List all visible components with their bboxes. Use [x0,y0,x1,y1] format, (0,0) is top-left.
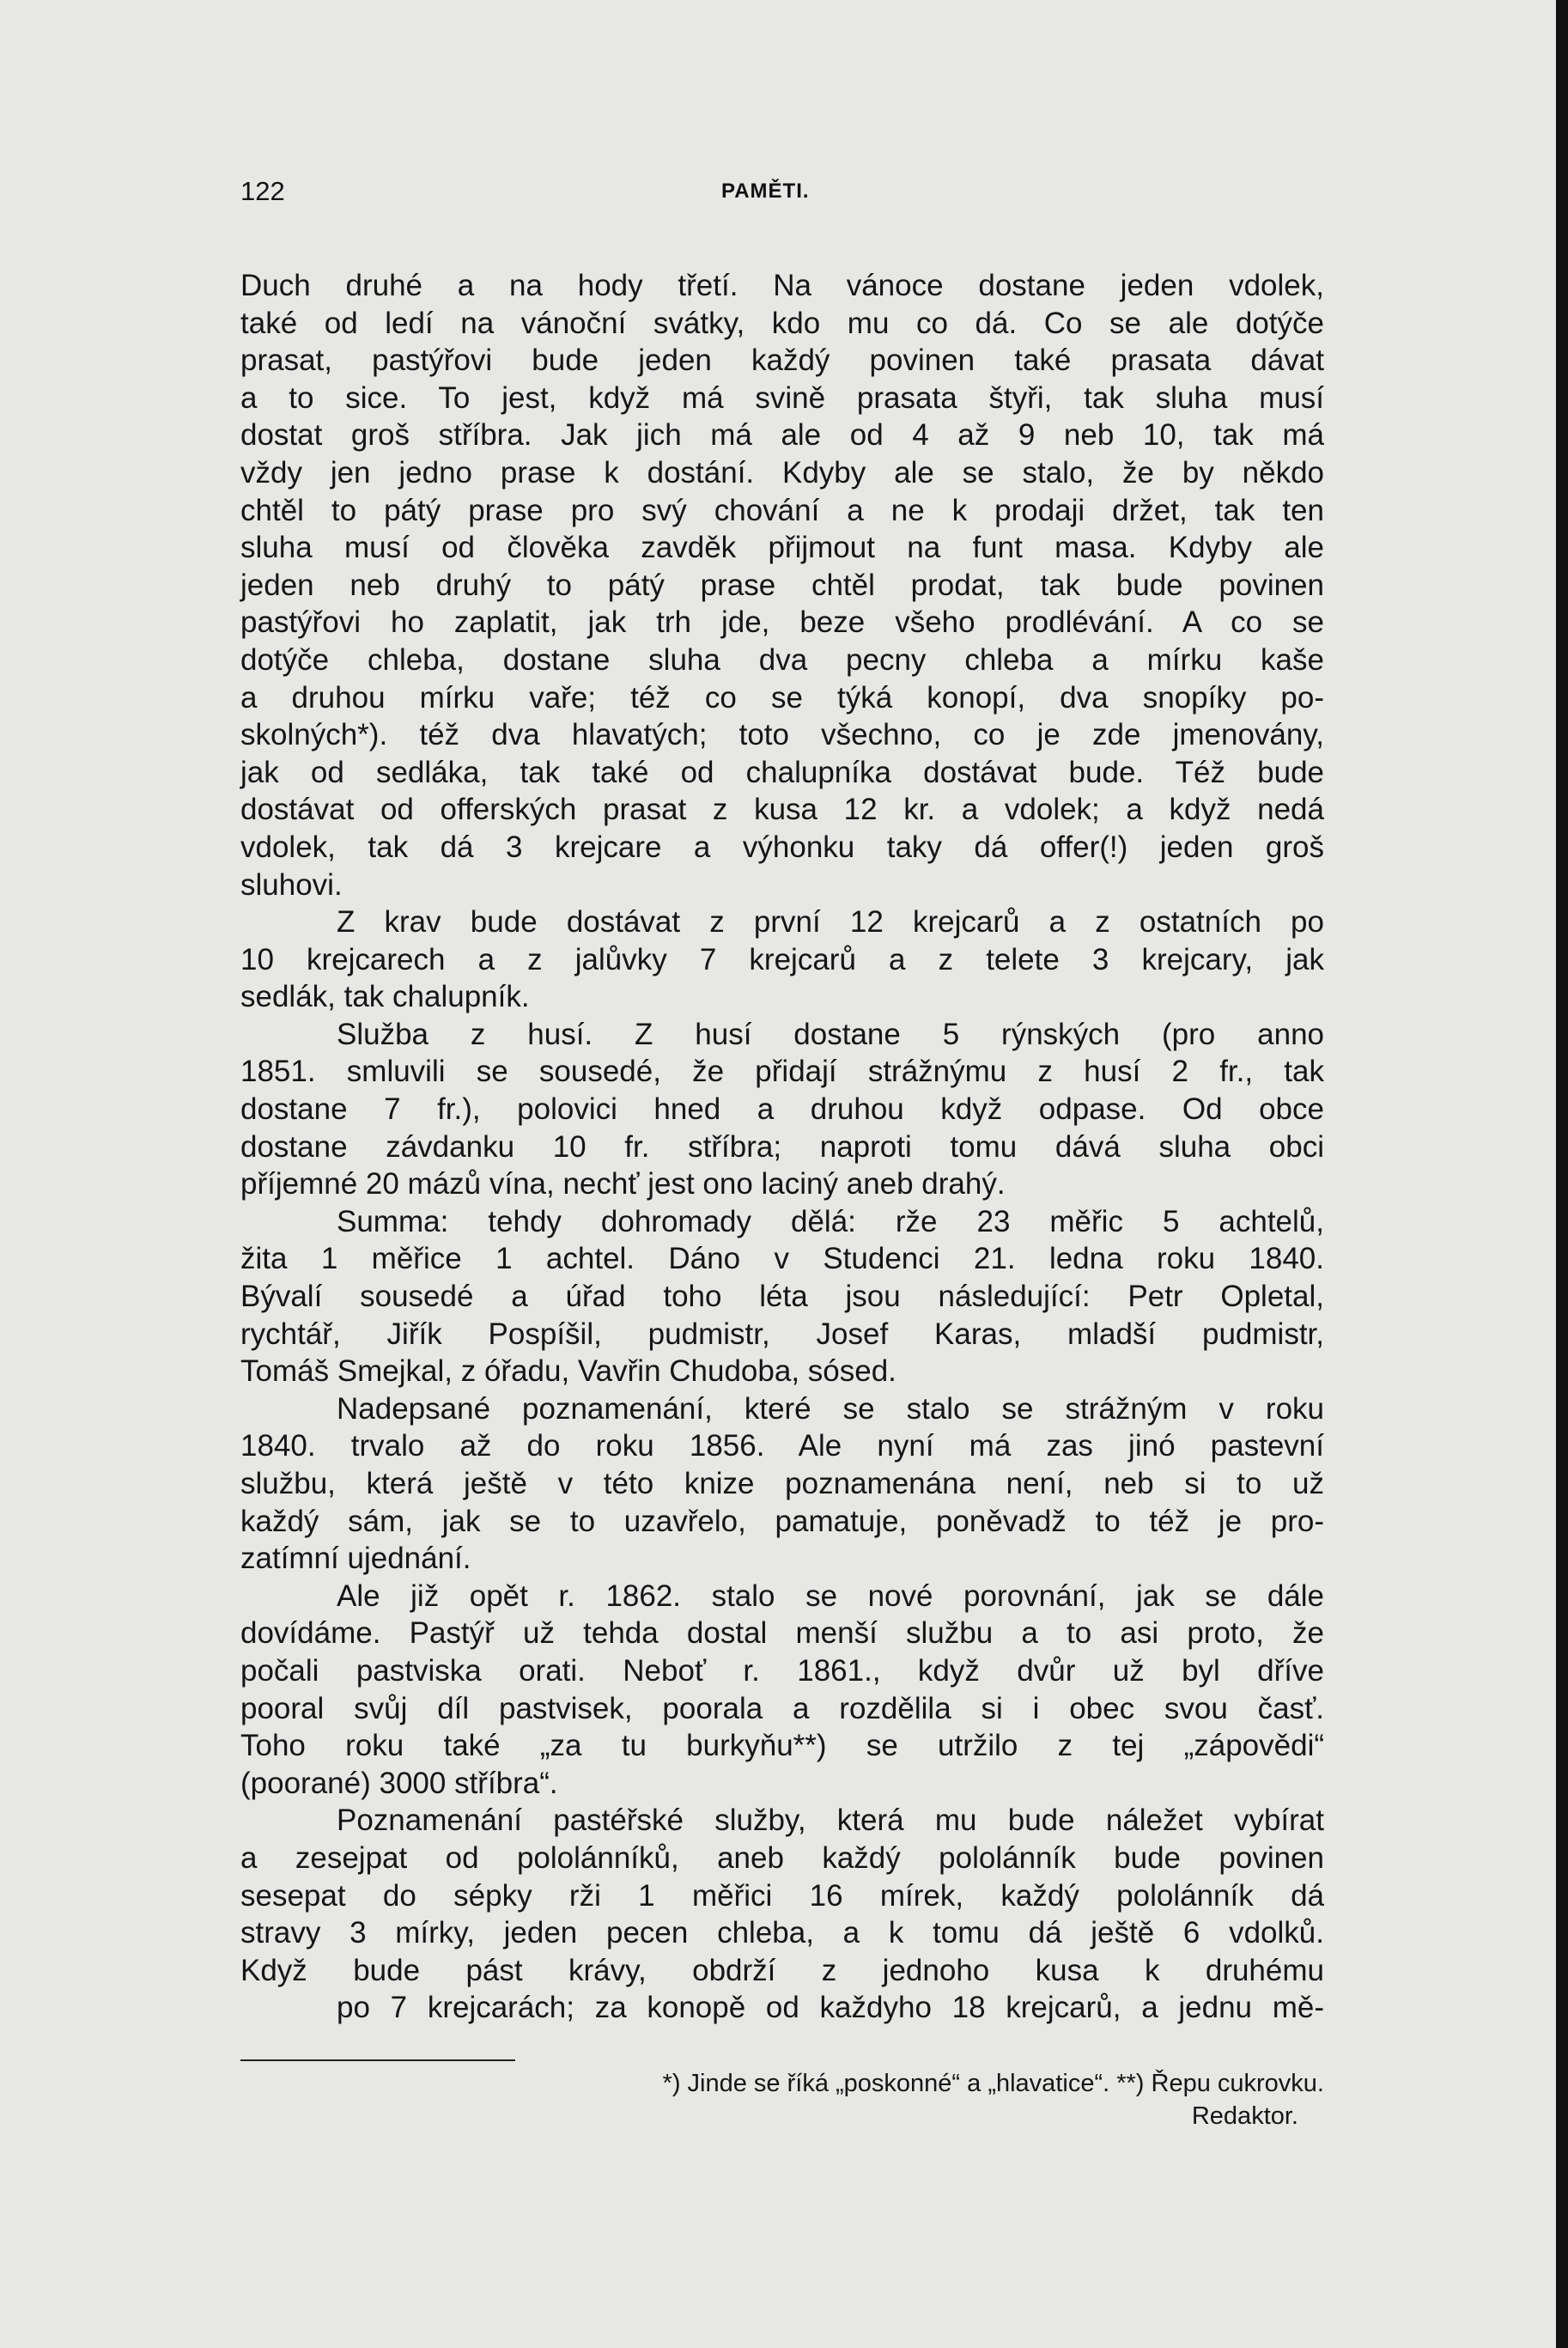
text-line: sesepat do sépky rži 1 měřici 16 mírek, každý pololánník dá [240,1878,1324,1913]
text-line: pooral svůj díl pastvisek, poorala a rozdělila si i obec svou časť. [240,1691,1324,1725]
text-line: (poorané) 3000 stříbra“. [240,1766,558,1800]
text-line: dovídáme. Pastýř už tehda dostal menší službu a to asi proto, že [240,1616,1324,1651]
footnote-text: *) Jinde se říká „poskonné“ a „hlavatice“. **) Řepu cukrovku. [662,2070,1324,2097]
page-header [240,176,1324,210]
text-line: počali pastviska orati. Neboť r. 1861., když dvůr už byl dříve [240,1653,1324,1688]
footnote-signature: Redaktor. [1191,2102,1298,2130]
text-line: a druhou mírku vaře; též co se týká konopí, dva snopíky po- [240,680,1324,715]
text-line: každý sám, jak se to uzavřelo, pamatuje, poněvadž to též je pro- [240,1504,1324,1538]
text-line: po 7 krejcarách; za konopě od každyho 18 krejcarů, a jednu mě- [337,1991,1324,2025]
text-line: Tomáš Smejkal, z óřadu, Vavřin Chudoba, sósed. [240,1354,896,1389]
text-line: Poznamenání pastéřské služby, která mu bude náležet vybírat [337,1804,1324,1838]
text-line: vždy jen jedno prase k dostání. Kdyby ale se stalo, že by někdo [240,455,1324,490]
text-line: jeden neb druhý to pátý prase chtěl prodat, tak bude povinen [240,568,1324,602]
text-line: službu, která ještě v této knize poznamenána není, neb si to už [240,1467,1324,1500]
page-number: 122 [240,176,285,206]
footnote-rule [240,2059,515,2061]
text-line: skolných*). též dva hlavatých; toto všechno, co je zde jmenovány, [240,718,1324,752]
text-line: také od ledí na vánoční svátky, kdo mu co dá. Co se ale dotýče [240,306,1324,340]
text-line: 10 krejcarech a z jalůvky 7 krejcarů a z telete 3 krejcary, jak [240,942,1324,976]
text-line: dostane 7 fr.), polovici hned a druhou když odpase. Od obce [240,1092,1324,1127]
text-line: Nadepsané poznamenání, které se stalo se strážným v roku [337,1391,1324,1426]
text-line: Toho roku také „za tu burkyňu**) se utržilo z tej „zápovědi“ [240,1729,1324,1763]
text-line: Když bude pást krávy, obdrží z jednoho kusa k druhému [240,1953,1324,1987]
footnote [240,2067,1324,2132]
text-line: příjemné 20 mázů vína, nechť jest ono laciný aneb drahý. [240,1167,1006,1201]
text-line: a to sice. To jest, když má svině prasata štyři, tak sluha musí [240,380,1324,415]
text-line: dostat groš stříbra. Jak jich má ale od 4 až 9 neb 10, tak má [240,418,1324,453]
text-line: dotýče chleba, dostane sluha dva pecny chleba a mírku kaše [240,642,1324,677]
text-line: 1851. smluvili se sousedé, že přidají strážnýmu z husí 2 fr., tak [240,1055,1324,1089]
text-line: Ale již opět r. 1862. stalo se nové porovnání, jak se dále [337,1579,1324,1613]
text-line: Summa: tehdy dohromady dělá: rže 23 měřic 5 achtelů, [337,1204,1324,1238]
text-line: rychtář, Jiřík Pospíšil, pudmistr, Josef Karas, mladší pudmistr, [240,1317,1324,1351]
text-line: jak od sedláka, tak také od chalupníka dostávat bude. Též bude [240,755,1324,789]
text-line: dostane závdanku 10 fr. stříbra; naproti tomu dává sluha obci [240,1129,1324,1164]
text-line: a zesejpat od pololánníků, aneb každý pololánník bude povinen [240,1840,1324,1875]
scan-border [1556,0,1568,2348]
text-line: sedlák, tak chalupník. [240,980,530,1014]
text-line: stravy 3 mírky, jeden pecen chleba, a k tomu dá ještě 6 vdolků. [240,1916,1324,1950]
text-line: chtěl to pátý prase pro svý chování a ne k prodaji držet, tak ten [240,493,1324,527]
text-line: vdolek, tak dá 3 krejcare a výhonku taky dá offer(!) jeden groš [240,830,1324,864]
running-head: PAMĚTI. [721,179,810,203]
body-text [240,267,1324,2027]
text-line: dostávat od offerských prasat z kusa 12 kr. a vdolek; a když nedá [240,793,1324,827]
text-line: pastýřovi ho zaplatit, jak trh jde, beze všeho prodlévání. A co se [240,605,1324,640]
text-line: prasat, pastýřovi bude jeden každý povinen také prasata dávat [240,344,1324,378]
text-line: sluhovi. [240,867,343,902]
text-line: žita 1 měřice 1 achtel. Dáno v Studenci 21. ledna roku 1840. [240,1242,1324,1276]
text-line: 1840. trvalo až do roku 1856. Ale nyní má zas jinó pastevní [240,1429,1324,1463]
text-line: Duch druhé a na hody třetí. Na vánoce dostane jeden vdolek, [240,269,1324,302]
text-line: Služba z husí. Z husí dostane 5 rýnských (pro anno [337,1017,1324,1051]
text-line: zatímní ujednání. [240,1542,471,1576]
text-line: Bývalí sousedé a úřad toho léta jsou následující: Petr Opletal, [240,1280,1324,1314]
text-line: sluha musí od člověka zavděk přijmout na funt masa. Kdyby ale [240,531,1324,565]
text-line: Z krav bude dostávat z první 12 krejcarů a z ostatních po [337,905,1324,940]
